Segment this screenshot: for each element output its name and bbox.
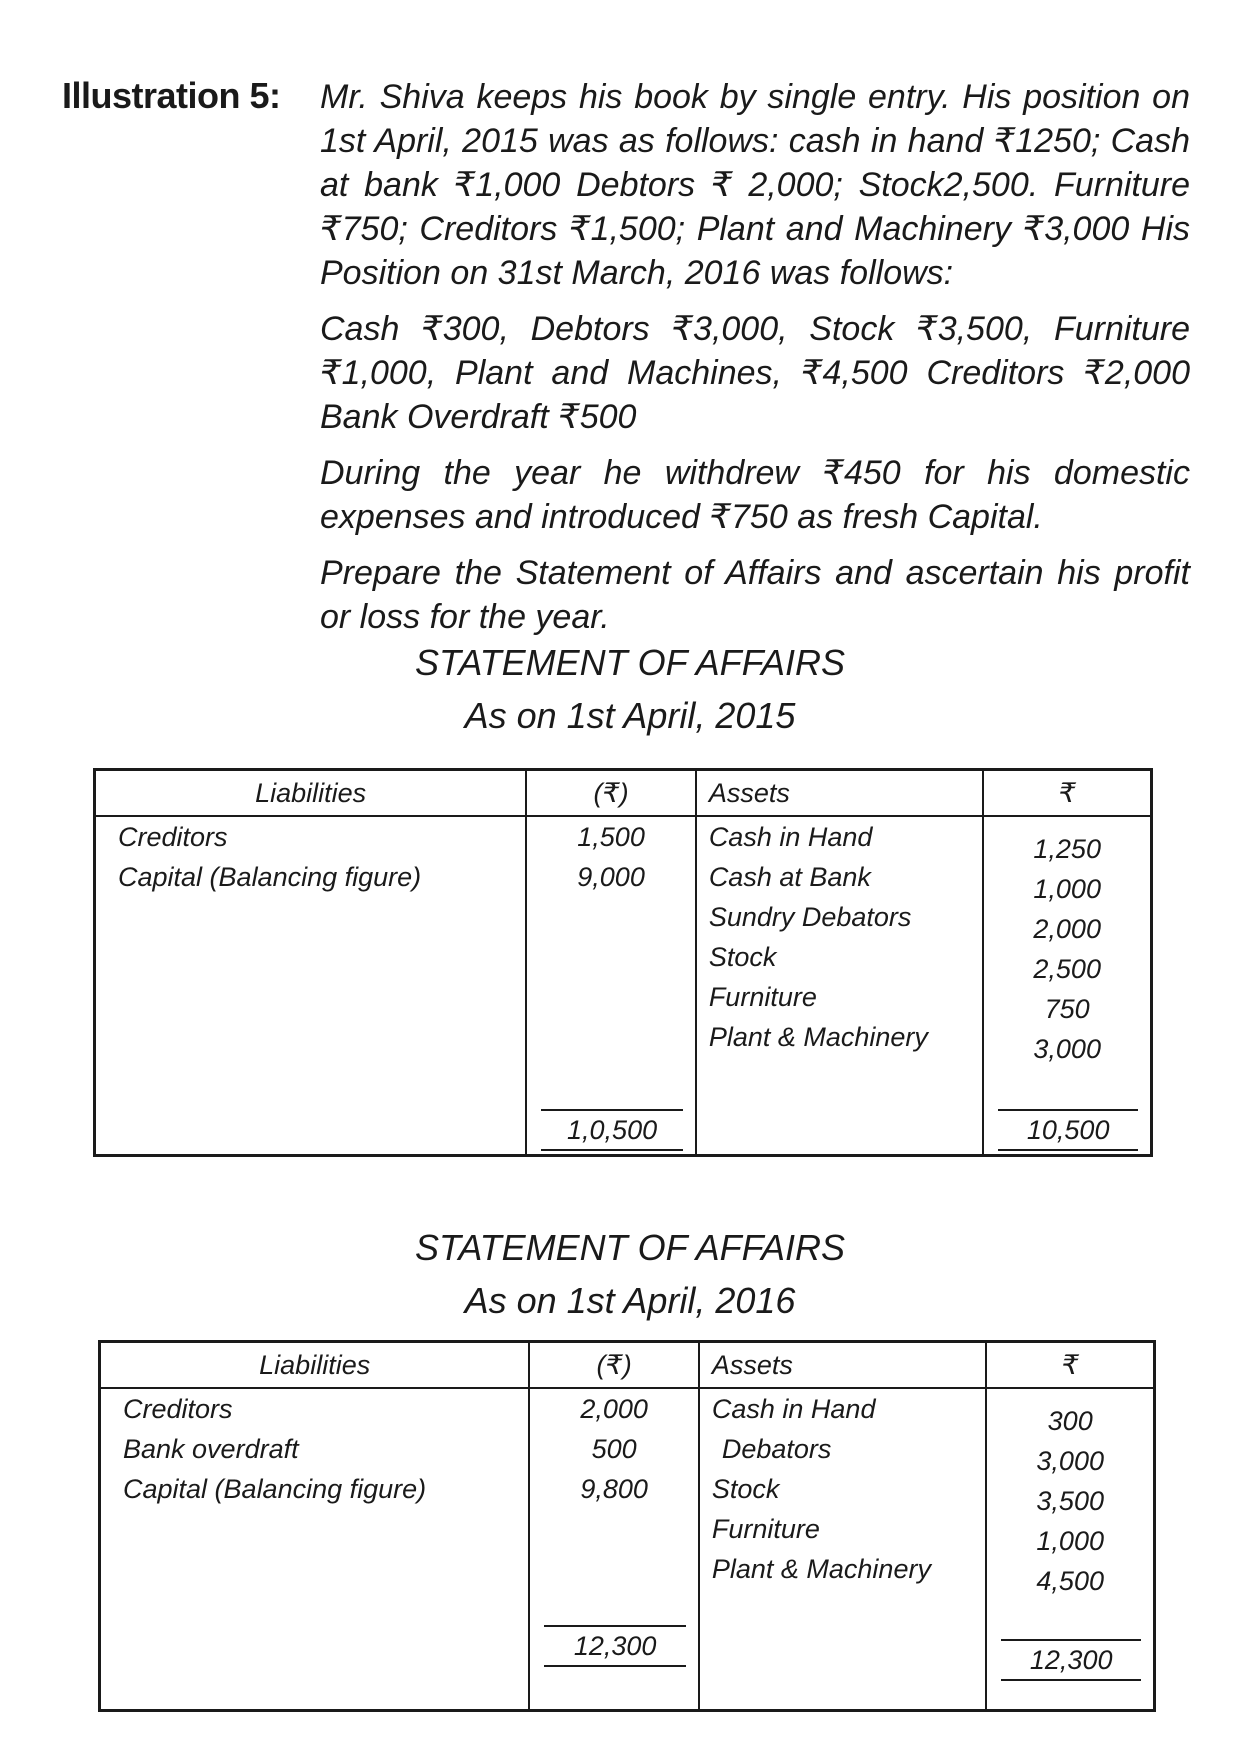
asset-amount: 2,000 [1033,914,1101,944]
liability-amount: 9,000 [577,862,645,892]
asset-amount-column [983,816,1151,1155]
statement-title: STATEMENT OF AFFAIRS [414,1227,845,1268]
asset-amount-header: ₹ [983,770,1151,817]
asset-label: Furniture [708,982,817,1012]
problem-paragraph: Cash ₹300, Debtors ₹3,000, Stock ₹3,500, Furniture ₹1,000, Plant and Machines, ₹4,500 Creditors ₹2,000 Bank Overdraft ₹500 [320,310,1190,436]
asset-amount: 3,000 [1036,1446,1104,1476]
liab-amount-column [526,816,696,1155]
liability-label: Creditors [118,822,228,852]
liability-amount: 9,800 [580,1474,648,1504]
liability-label: Capital (Balancing figure) [123,1474,427,1504]
liability-label: Bank overdraft [123,1434,299,1464]
assets-column [696,816,984,1155]
problem-paragraph: During the year he withdrew ₹450 for his domestic expenses and introduced ₹750 as fresh Capital. [320,454,1190,536]
asset-label: Debators [721,1434,832,1464]
asset-amount: 3,500 [1036,1486,1104,1516]
liability-label: Capital (Balancing figure) [118,862,422,892]
problem-paragraph: Prepare the Statement of Affairs and ascertain his profit or loss for the year. [320,554,1190,636]
asset-amount: 1,000 [1036,1526,1104,1556]
asset-label: Stock [711,1474,780,1504]
asset-amount: 750 [1044,994,1090,1024]
statement-subtitle: As on 1st April, 2016 [464,1280,796,1321]
liabilities-column [95,816,527,1155]
asset-label: Plant & Machinery [708,1022,928,1052]
asset-total: 10,500 [998,1109,1138,1151]
asset-amount: 2,500 [1033,954,1101,984]
problem-statement [320,75,1190,639]
assets-column [699,1388,987,1710]
liability-label: Creditors [123,1394,233,1424]
assets-header: Assets [699,1342,987,1389]
asset-label: Cash in Hand [711,1394,876,1424]
liabilities-column [100,1388,530,1710]
liability-amount: 500 [591,1434,637,1464]
asset-label: Plant & Machinery [711,1554,931,1584]
asset-amount-column [986,1388,1154,1710]
asset-label: Stock [708,942,777,972]
liab-total: 1,0,500 [541,1109,683,1151]
liab-total: 12,300 [544,1625,685,1667]
assets-header: Assets [696,770,984,817]
asset-amount: 1,000 [1033,874,1101,904]
statement-table-2015 [93,768,1153,1157]
asset-amount: 4,500 [1036,1566,1104,1596]
asset-label: Furniture [711,1514,820,1544]
asset-amount-header: ₹ [986,1342,1154,1389]
asset-label: Cash at Bank [708,862,871,892]
statement-title: STATEMENT OF AFFAIRS [414,642,845,683]
asset-amount: 3,000 [1033,1034,1101,1064]
liab-amount-header: (₹) [529,1342,698,1389]
asset-amount: 1,250 [1033,834,1101,864]
illustration-label: Illustration 5: [62,75,281,116]
statement-subtitle: As on 1st April, 2015 [464,695,796,736]
liabilities-header: Liabilities [100,1342,530,1389]
asset-amount: 300 [1047,1406,1093,1436]
liability-amount: 1,500 [577,822,645,852]
asset-total: 12,300 [1001,1639,1141,1681]
statement-table-2016 [98,1340,1156,1712]
liability-amount: 2,000 [580,1394,648,1424]
liab-amount-column [529,1388,698,1710]
asset-label: Cash in Hand [708,822,873,852]
asset-label: Sundry Debators [708,902,912,932]
liabilities-header: Liabilities [95,770,527,817]
liab-amount-header: (₹) [526,770,696,817]
problem-paragraph: Mr. Shiva keeps his book by single entry. His position on 1st April, 2015 was as follows: cash in hand ₹1250; Cash at bank ₹1,000 Debtors ₹ 2,000; Stock2,500. Furniture ₹750; Creditors ₹1,500; Plant and Machinery ₹3,000 His Position on 31st March, 2016 was follows: [320,78,1190,292]
